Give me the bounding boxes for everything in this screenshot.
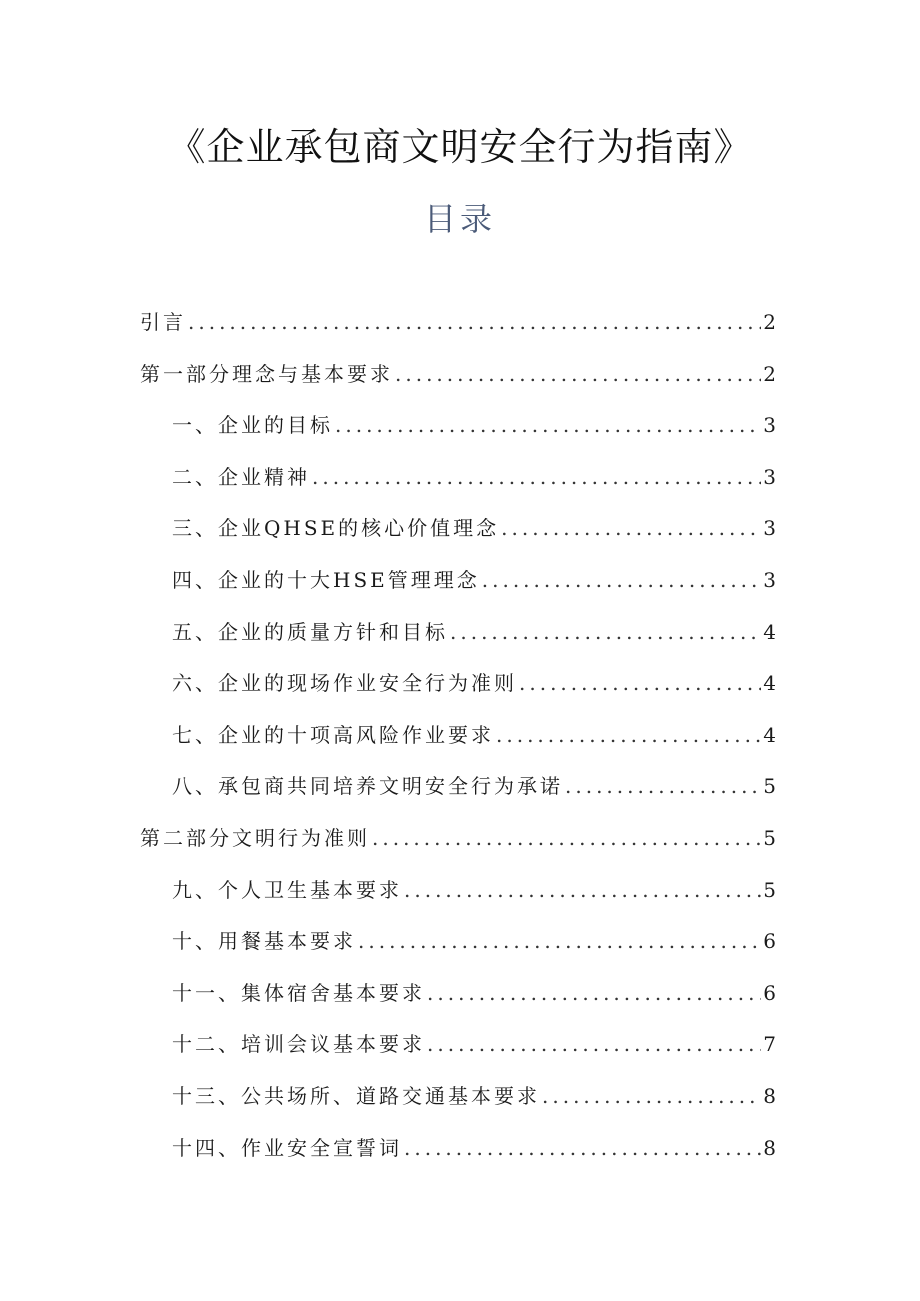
toc-entry-page-number: 4 xyxy=(763,722,776,747)
toc-entry[interactable] xyxy=(172,554,776,594)
toc-heading: 目录 xyxy=(423,200,496,238)
toc-entry-label: 九、个人卫生基本要求 xyxy=(172,877,402,902)
toc-entry-page-number: 3 xyxy=(763,464,776,489)
toc-entry-label: 四、企业的十大HSE管理理念 xyxy=(172,568,480,592)
toc-entry-label: 第一部分理念与基本要求 xyxy=(140,361,393,386)
toc-entry-label: 十三、公共场所、道路交通基本要求 xyxy=(172,1084,540,1108)
toc-dot-leader xyxy=(482,566,762,594)
toc-dot-leader xyxy=(427,1030,761,1058)
toc-entry[interactable] xyxy=(172,760,776,800)
toc-dot-leader xyxy=(519,669,761,697)
toc-entry-page-number: 5 xyxy=(763,774,776,799)
toc-entry[interactable] xyxy=(172,657,776,697)
toc-dot-leader xyxy=(427,979,761,1007)
toc-dot-leader xyxy=(312,463,761,491)
toc-entry-label: 八、承包商共同培养文明安全行为承诺 xyxy=(172,774,563,799)
toc-entry-page-number: 4 xyxy=(763,671,776,696)
toc-entry-page-number: 3 xyxy=(763,516,776,541)
toc-entry[interactable] xyxy=(172,606,776,646)
toc-dot-leader xyxy=(372,824,761,852)
toc-entry-label: 十、用餐基本要求 xyxy=(172,929,356,954)
toc-entry[interactable] xyxy=(172,915,776,955)
document-title: 《企业承包商文明安全行为指南》 xyxy=(167,125,753,169)
toc-entry-label: 五、企业的质量方针和目标 xyxy=(172,619,448,644)
toc-entry-page-number: 7 xyxy=(763,1032,776,1057)
toc-entry[interactable] xyxy=(172,451,776,491)
toc-entry[interactable] xyxy=(172,864,776,904)
toc-entry[interactable] xyxy=(140,812,776,852)
toc-entry-label: 六、企业的现场作业安全行为准则 xyxy=(172,671,517,696)
toc-entry-label: 三、企业QHSE的核心价值理念 xyxy=(172,516,500,541)
toc-entry[interactable] xyxy=(140,296,776,336)
toc-dot-leader xyxy=(501,514,761,542)
toc-entry-label: 十四、作业安全宣誓词 xyxy=(172,1135,402,1160)
toc-entry-page-number: 5 xyxy=(763,826,776,850)
toc-dot-leader xyxy=(404,876,761,904)
toc-entry[interactable] xyxy=(172,709,776,749)
toc-dot-leader xyxy=(450,618,761,646)
toc-dot-leader xyxy=(542,1082,761,1110)
toc-dot-leader xyxy=(496,721,761,749)
toc-dot-leader xyxy=(404,1134,761,1162)
toc-entry-page-number: 3 xyxy=(763,413,776,438)
toc-entry-page-number: 8 xyxy=(763,1084,776,1108)
toc-dot-leader xyxy=(395,360,761,388)
toc-entry[interactable] xyxy=(172,399,776,439)
toc-entry[interactable] xyxy=(172,967,776,1007)
toc-dot-leader xyxy=(188,308,761,336)
toc-entry-page-number: 2 xyxy=(763,310,776,334)
toc-entry[interactable] xyxy=(172,1122,776,1162)
toc-entry-label: 十一、集体宿舍基本要求 xyxy=(172,980,425,1005)
toc-entry-page-number: 6 xyxy=(763,980,776,1005)
toc-entry[interactable] xyxy=(172,502,776,542)
toc-entry[interactable] xyxy=(140,348,776,388)
toc-entry-label: 七、企业的十项高风险作业要求 xyxy=(172,722,494,747)
toc-entry-page-number: 3 xyxy=(763,568,776,592)
toc-dot-leader xyxy=(358,927,761,955)
toc-entry-page-number: 5 xyxy=(763,877,776,902)
toc-entry[interactable] xyxy=(172,1070,776,1110)
toc-entry-label: 引言 xyxy=(140,310,186,334)
toc-entry[interactable] xyxy=(172,1018,776,1058)
toc-dot-leader xyxy=(335,411,761,439)
toc-entry-label: 二、企业精神 xyxy=(172,464,310,489)
toc-entry-label: 第二部分文明行为准则 xyxy=(140,826,370,850)
toc-entry-page-number: 6 xyxy=(763,929,776,954)
toc-entry-page-number: 2 xyxy=(763,361,776,386)
toc-entry-label: 十二、培训会议基本要求 xyxy=(172,1032,425,1057)
toc-entry-label: 一、企业的目标 xyxy=(172,413,333,438)
toc-entry-page-number: 4 xyxy=(763,619,776,644)
toc-dot-leader xyxy=(565,772,761,800)
toc-entry-page-number: 8 xyxy=(763,1135,776,1160)
